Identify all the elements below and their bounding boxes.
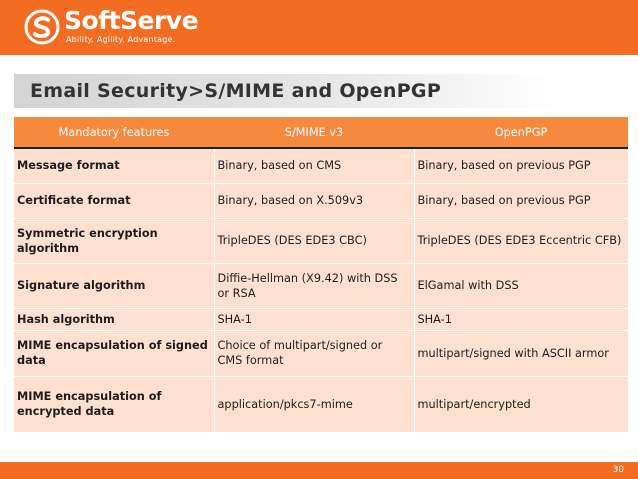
openpgp-cell: ElGamal with DSS [414, 263, 628, 308]
smime-cell: TripleDES (DES EDE3 CBC) [214, 218, 414, 263]
openpgp-cell: TripleDES (DES EDE3 Eccentric CFB) [414, 218, 628, 263]
title-bar [14, 74, 562, 108]
slide-title: Email Security>S/MIME and OpenPGP [30, 80, 442, 102]
comparison-table [14, 117, 628, 432]
feature-cell: Signature algorithm [14, 263, 214, 308]
brand-logo [24, 7, 214, 47]
feature-cell: Message format [14, 148, 214, 183]
table-header-row [14, 117, 628, 148]
brand-name: SoftServe [64, 6, 199, 35]
footer-bar [0, 462, 638, 479]
table-row [14, 263, 628, 308]
header-features: Mandatory features [14, 117, 214, 148]
smime-cell: Diffie-Hellman (X9.42) with DSS or RSA [214, 263, 414, 308]
smime-cell: Binary, based on CMS [214, 148, 414, 183]
brand-tagline: Ability. Agility. Advantage. [66, 35, 176, 44]
smime-cell: Choice of multipart/signed or CMS format [214, 330, 414, 376]
header-openpgp: OpenPGP [414, 117, 628, 148]
header-smime: S/MIME v3 [214, 117, 414, 148]
feature-cell: MIME encapsulation of signed data [14, 330, 214, 376]
feature-cell: Symmetric encryption algorithm [14, 218, 214, 263]
feature-cell: MIME encapsulation of encrypted data [14, 376, 214, 432]
openpgp-cell: Binary, based on previous PGP [414, 183, 628, 218]
table-row [14, 183, 628, 218]
table-row [14, 148, 628, 183]
table-row [14, 330, 628, 376]
smime-cell: Binary, based on X.509v3 [214, 183, 414, 218]
header-bar [0, 0, 638, 55]
softserve-logo-icon [24, 9, 60, 45]
feature-cell: Certificate format [14, 183, 214, 218]
smime-cell: application/pkcs7-mime [214, 376, 414, 432]
openpgp-cell: SHA-1 [414, 308, 628, 330]
table-row [14, 218, 628, 263]
feature-cell: Hash algorithm [14, 308, 214, 330]
openpgp-cell: multipart/signed with ASCII armor [414, 330, 628, 376]
openpgp-cell: Binary, based on previous PGP [414, 148, 628, 183]
smime-cell: SHA-1 [214, 308, 414, 330]
table-row [14, 376, 628, 432]
table-row [14, 308, 628, 330]
page-number: 30 [612, 465, 624, 475]
openpgp-cell: multipart/encrypted [414, 376, 628, 432]
